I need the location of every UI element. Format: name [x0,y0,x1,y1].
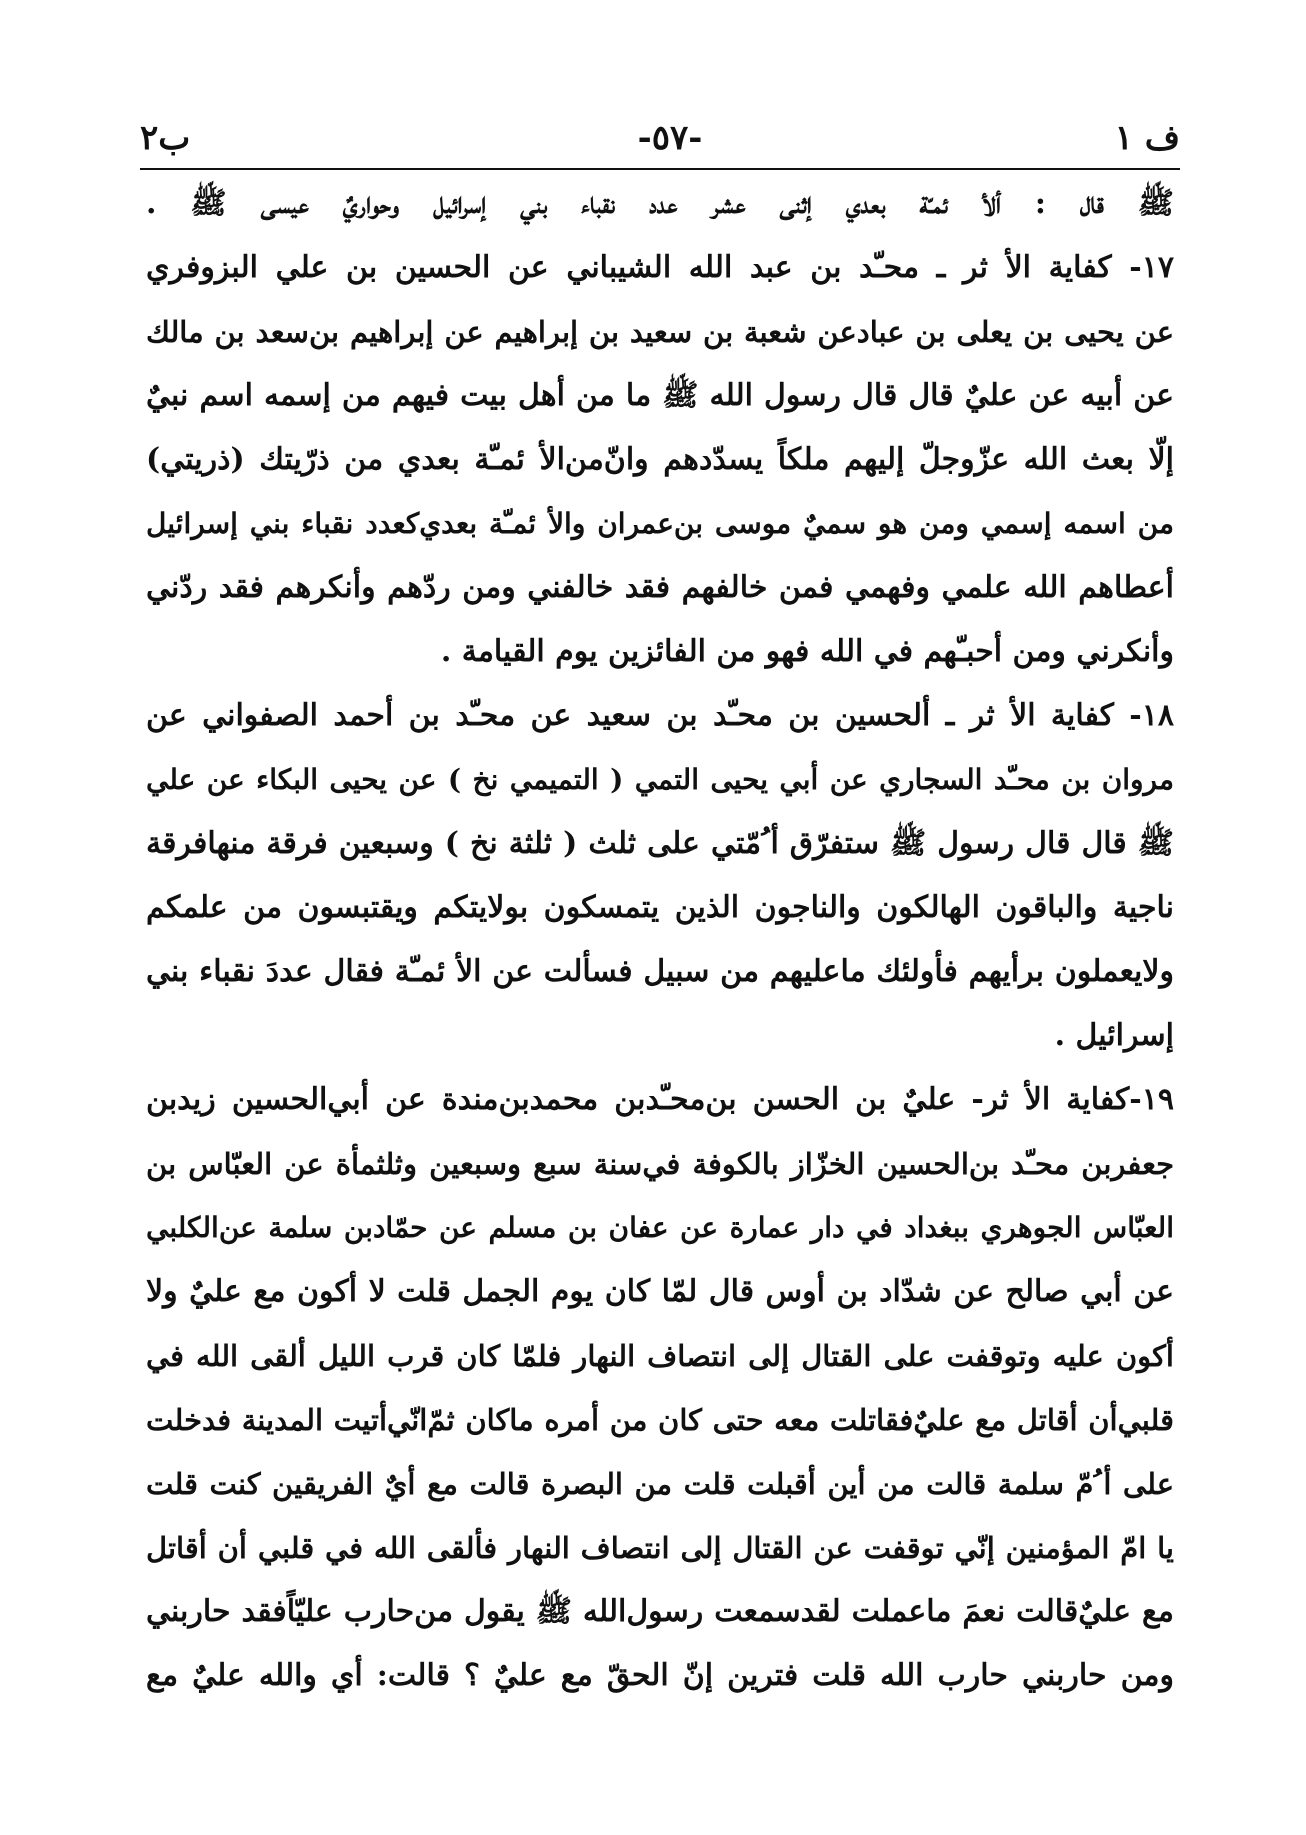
text-line: جعفربن محـّد بن‌الحسين الخزّاز بالكوفة في‌سنة سبع وسبعين وثلثمأة عن العبّاس بن [146,1147,1174,1181]
text-line: عن أبي صالح عن شدّاد بن أوس قال لمّا كان يوم الجمل قلت لا أكون مع عليٌ ولا [146,1274,1174,1309]
text-line: مروان بن محـّد السجاري عن أبي يحيى التمي ( التميمي نخ ) عن يحيى البكاء عن علي [146,763,1174,796]
text-line: ١٨- كفاية الأ ثر ـ ألحسين بن محـّد بن سعيد عن محـّد بن أحمد الصفواني عن [146,698,1174,733]
text-line: إلّا بعث الله عزّوجلّ إليهم ملكاً يسدّدهم وان‌ّمن‌الأ ئمـّة بعدي من ذرّيتك (ذريتي) [146,442,1174,477]
text-line: ١٩-كفاية الأ ثر- عليٌ بن الحسن بن‌محـّدبن محمدبن‌مندة عن أبي‌الحسين زيدبن [146,1082,1174,1117]
header-left-label: ب۲ [140,118,191,158]
text-line: أعطاهم الله علمي وفهمي فمن خالفهم فقد خالفني ومن ردّهم وأنكرهم فقد ردّني [146,570,1174,605]
text-line: ﷺ قال : ألأ ئمـّة بعدي إثنى عشر عدد نقباء بني إسرائيل وحواريٌ عيسى ﷺ . [146,186,1174,221]
text-line: إسرائيل . [1054,1018,1174,1053]
text-line: ١٧- كفاية الأ ثر ـ محـّد بن عبد الله الشيباني عن الحسين بن علي البزوفري [146,250,1174,285]
text-line: أكون عليه وتوقفت على القتال إلى انتصاف النهار فلمّا كان قرب الليل ألقى الله في [146,1339,1174,1373]
text-line: ولايعملون برأيهم فأولئك ماعليهم من سبيل فسألت عن الأ ئمـّة فقال عددَ نقباء بني [146,954,1174,989]
header-right-label: ف ١ [1114,118,1180,158]
text-line: ناجية والباقون الهالكون والناجون الذين يتمسكون بولايتكم ويقتبسون من علمكم [146,890,1174,925]
text-line: العبّاس الجوهري ببغداد في دار عمارة عن عفان بن مسلم عن حمّادبن سلمة عن‌الكلبي [146,1211,1174,1244]
text-line: عن يحيى بن يعلى بن عبادعن شعبة بن سعيد بن إبراهيم عن إبراهيم بن‌سعد بن مالك [146,315,1174,349]
text-line: من اسمه إسمي ومن هو سميٌ موسى بن‌عمران والأ ئمـّة بعدي‌كعدد نقباء بني إسرائيل [146,507,1174,540]
text-line: يا امّ المؤمنين إنّي توقفت عن القتال إلى انتصاف النهار فألقى الله في قلبي أن أقاتل [146,1531,1174,1565]
text-line: قلبي‌أن أقاتل مع عليٌ‌فقاتلت معه حتى كان من أمره ماكان ثمّ‌انّي‌أتيت المدينة فدخلت [146,1403,1174,1437]
text-body [146,172,1174,1708]
header-rule [140,168,1180,170]
text-line: ﷺ قال قال رسول ﷺ ستفرّق أ ُمّتي على ثلث ( ثلثة نخ ) وسبعين فرقة منهافرقة [146,826,1174,861]
page-number: -٥٧- [637,118,703,158]
text-line: وأنكرني ومن أحبـّهم في الله فهو من الفائزين يوم القيامة . [440,634,1174,669]
text-line: على أ ُمّ سلمة قالت من أين أقبلت قلت من البصرة قالت مع أيٌ الفريقين كنت قلت [146,1467,1174,1501]
text-line: مع عليٌ‌قالت نعمَ ماعملت لقدسمعت رسول‌الله ﷺ يقول من‌حارب عليّاًفقد حاربني [146,1594,1174,1629]
page-header [140,118,1180,158]
text-line: ومن حاربني حارب الله قلت فترين إنّ الحقّ مع عليٌ ؟ قالت: أي والله عليٌ مع [146,1658,1174,1693]
text-line: عن أبيه عن عليٌ قال قال رسول الله ﷺ ما من أهل بيت فيهم من إسمه اسم نبيٌ [146,378,1174,413]
